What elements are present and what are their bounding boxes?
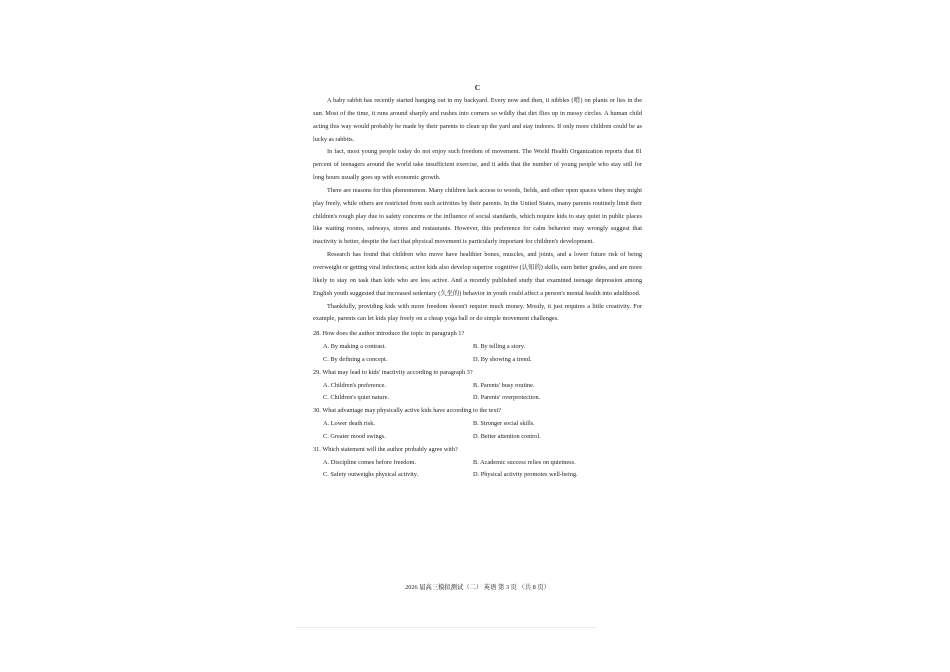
option-b: B. Stronger social skills. <box>473 420 535 428</box>
option-row <box>313 431 642 444</box>
option-a: A. Discipline comes before freedom. <box>323 458 417 466</box>
option-c: C. Greater mood swings. <box>323 432 386 440</box>
question-31 <box>313 444 642 483</box>
reading-passage-c <box>313 82 642 482</box>
option-d: D. Physical activity promotes well-being. <box>473 471 578 479</box>
option-d: D. Parents' overprotection. <box>473 394 541 402</box>
option-row <box>313 380 642 393</box>
question-stem: 29. What may lead to kids' inactivity according to paragraph 3? <box>313 368 473 376</box>
option-c: C. Children's quiet nature. <box>323 394 390 402</box>
page-footer: 2026 届高三模拟测试（二） 英语 第 3 页 （共 8 页） <box>405 584 550 591</box>
question-stem: 28. How does the author introduce the topic in paragraph 1? <box>313 330 465 338</box>
option-c: C. By defining a concept. <box>323 355 388 363</box>
paragraph-4: Research has found that children who move have healthier bones, muscles, and joints, and a lower future risk of being overweight or getting viral infections; active kids also develop superior cognitive (认知的) skills, earn better grades, and are more likely to stay on task than kids who are less active. And a recently published study that examined teenage depression among English youth suggested that increased sedentary (久坐的) behavior in youth could affect a person's mental health into adulthood. <box>313 251 642 297</box>
scan-fold-line <box>296 627 596 628</box>
option-a: A. By making a contrast. <box>323 343 386 351</box>
paragraph-2: In fact, most young people today do not enjoy such freedom of movement. The World Health Organization reports that 81 percent of teenagers around the world take insufficient exercise, and it adds that the number of young people who stay still for long hours usually goes up with economic growth. <box>313 148 642 182</box>
question-stem: 30. What advantage may physically active kids have according to the text? <box>313 407 502 415</box>
paragraph-3: There are reasons for this phenomenon. Many children lack access to woods, fields, and other open spaces where they might play freely, while others are restricted from such activities by their parents. In the United States, many parents routinely limit their children's rough play due to safety concerns or the influence of social standards, which require kids to stay quiet in public places like waiting rooms, subways, stores and restaurants. However, this preference for calm behavior may wrongly suggest that inactivity is better, despite the fact that physical movement is particularly important for children's development. <box>313 186 642 246</box>
question-30 <box>313 405 642 444</box>
option-row <box>313 418 642 431</box>
option-row <box>313 457 642 470</box>
option-row <box>313 392 642 405</box>
question-28 <box>313 328 642 367</box>
option-row <box>313 469 642 482</box>
option-a: A. Children's preference. <box>323 381 387 389</box>
section-title: C <box>474 83 481 92</box>
option-row <box>313 341 642 354</box>
option-c: C. Safety outweighs physical activity. <box>323 471 419 479</box>
option-d: D. Better attention control. <box>473 432 541 440</box>
option-b: B. Parents' busy routine. <box>473 381 535 389</box>
paragraph-5: Thankfully, providing kids with more freedom doesn't require much money. Mostly, it just requires a little creativity. For example, parents can let kids play freely on a cheap yoga ball or do simple movement challenges. <box>313 302 642 323</box>
option-a: A. Lower death risk. <box>323 420 375 428</box>
option-b: B. By telling a story. <box>473 343 526 351</box>
question-list <box>313 328 642 482</box>
option-row <box>313 354 642 367</box>
option-d: D. By showing a trend. <box>473 355 532 363</box>
option-b: B. Academic success relies on quietness. <box>473 458 576 466</box>
paragraph-1: A baby rabbit has recently started hanging out in my backyard. Every now and then, it nibbles (啃) on plants or lies in the sun. Most of the time, it runs around sharply and rushes into corners so wildly that dirt flies up in messy circles. A human child acting this way would probably be made by their parents to clean up the yard and stay indoors. If only more children could be as lucky as rabbits. <box>313 97 642 143</box>
question-stem: 31. Which statement will the author probably agree with? <box>313 445 458 453</box>
question-29 <box>313 367 642 406</box>
